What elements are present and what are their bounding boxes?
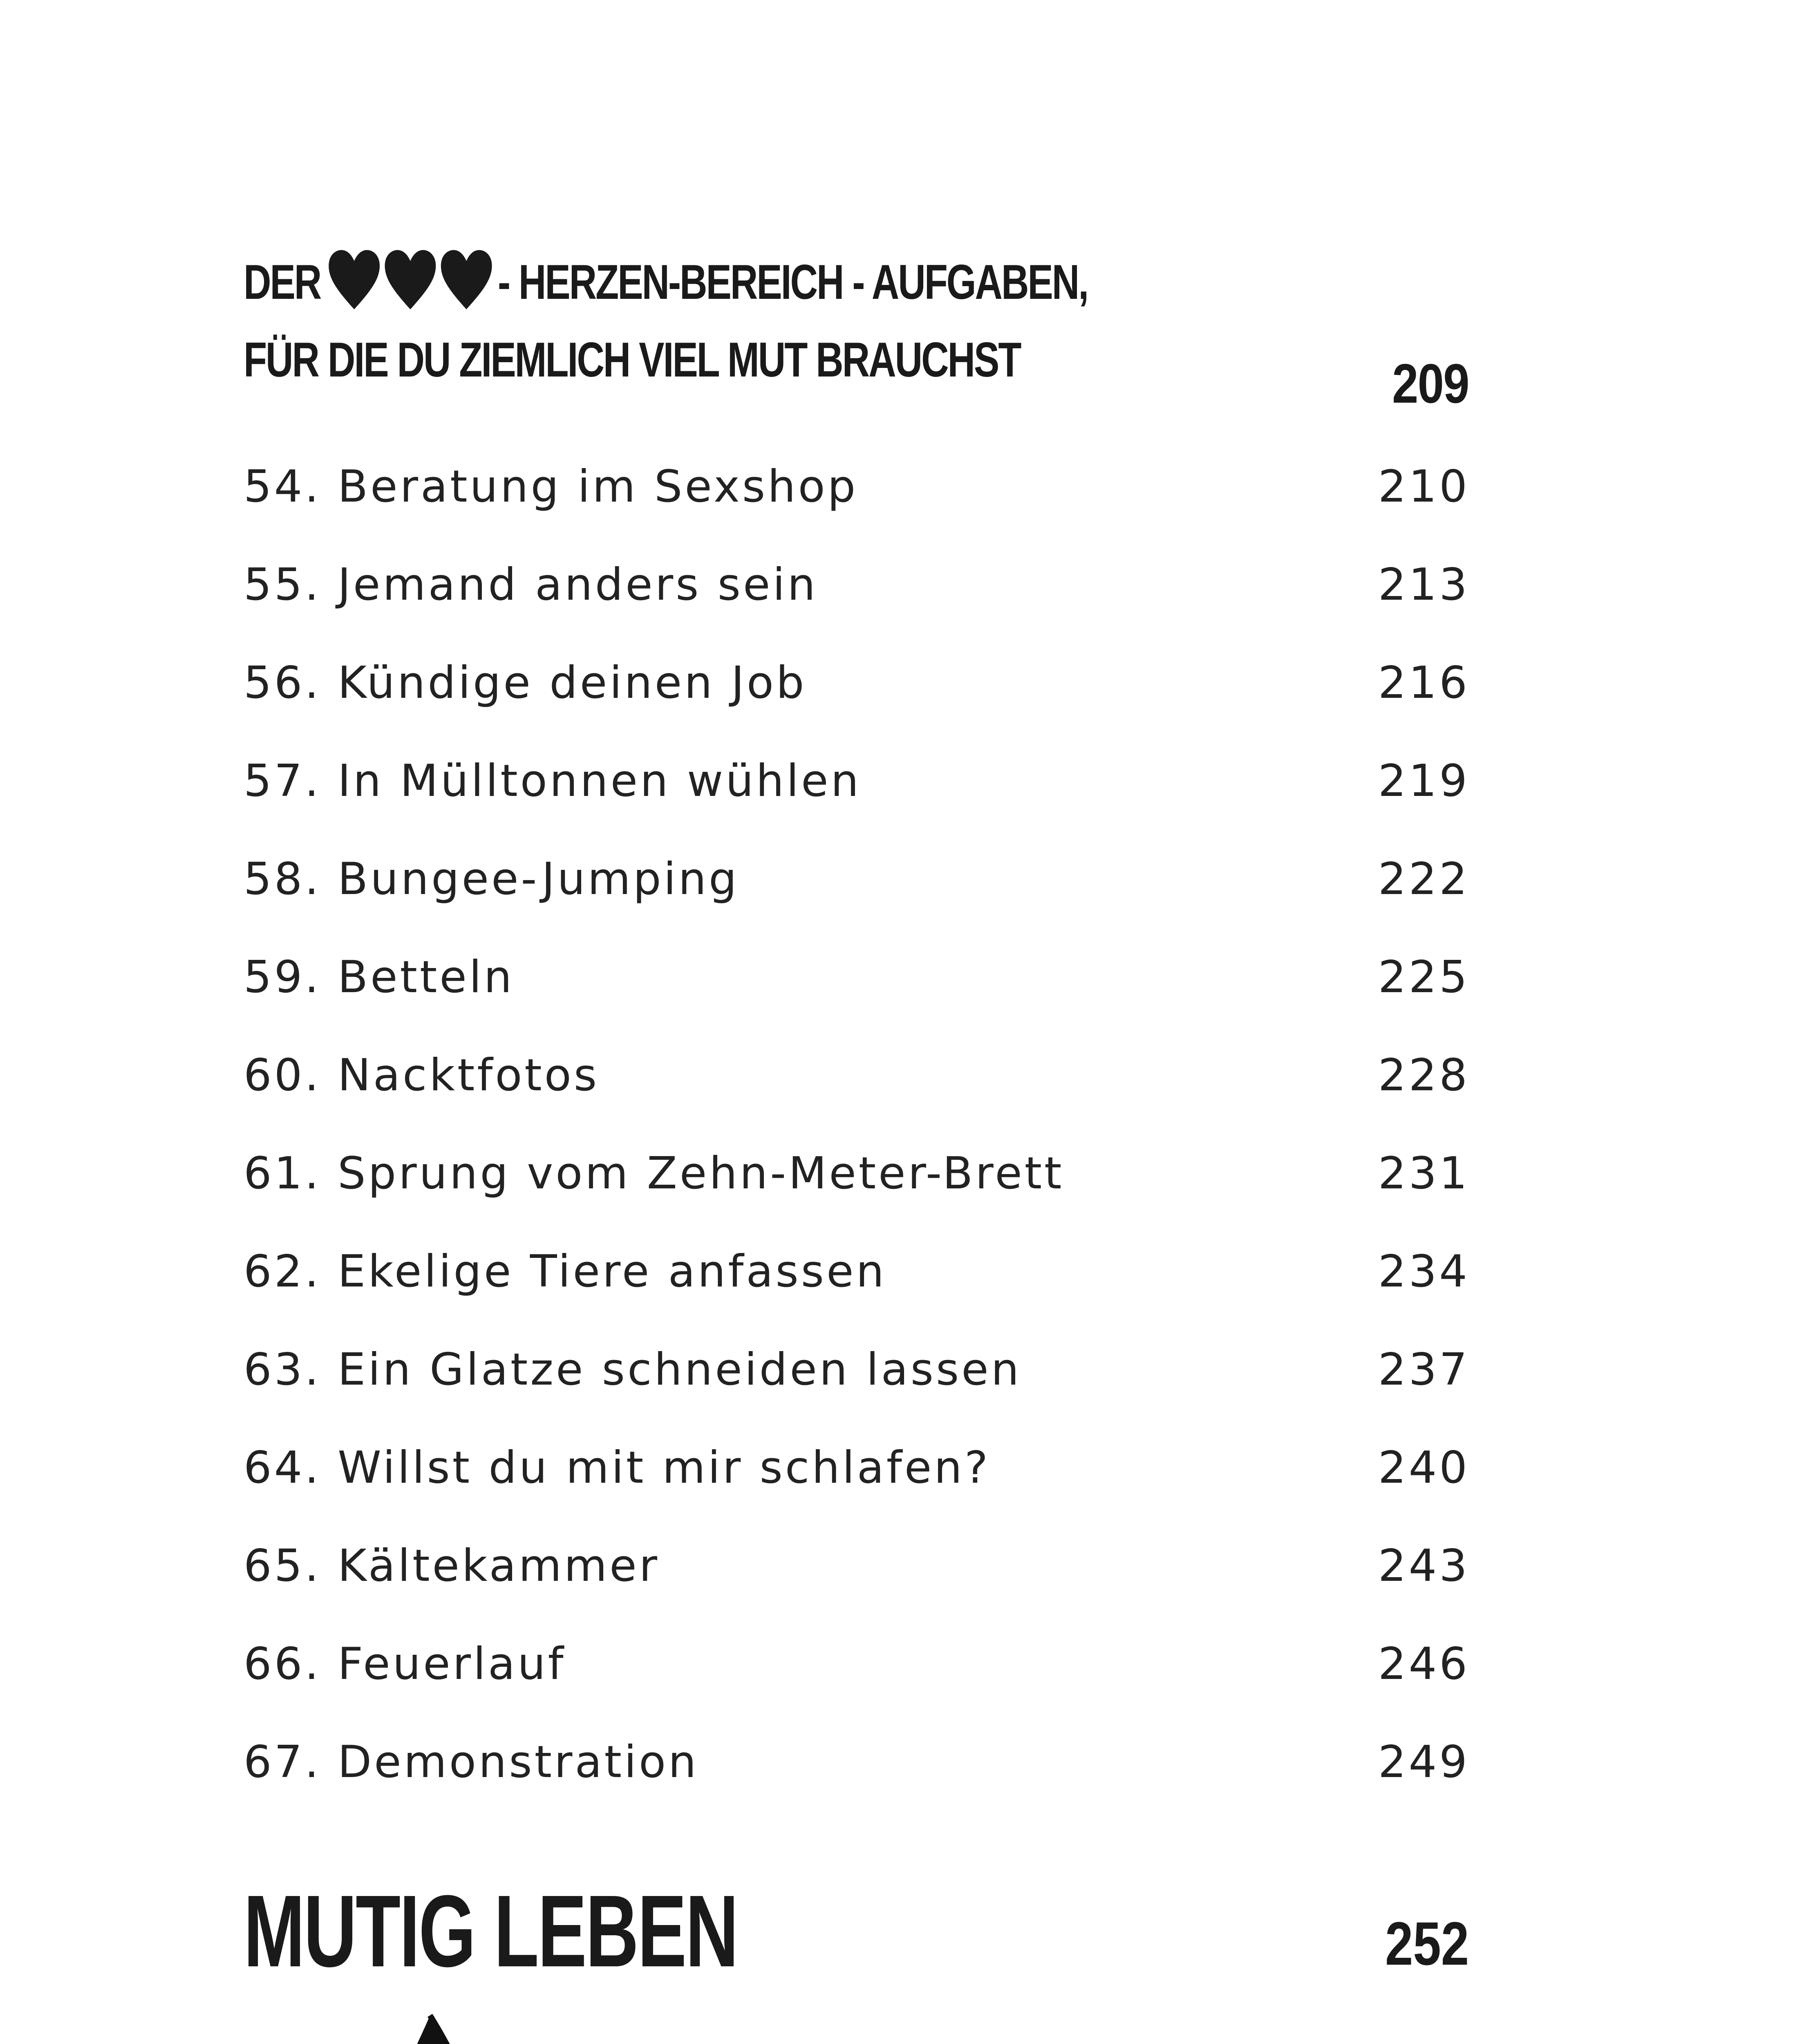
heart-icon [384,249,437,311]
toc-entry-title: 59. Betteln [244,952,515,1003]
section-heading-page: 209 [1392,352,1469,415]
toc-entry-page: 240 [1378,1442,1470,1493]
toc-entry[interactable] [244,559,1470,657]
toc-entry-title: 64. Willst du mit mir schlafen? [244,1442,991,1493]
toc-entry[interactable] [244,1344,1470,1442]
toc-entry-page: 234 [1378,1246,1470,1297]
toc-entry-title: 62. Ekelige Tiere anfassen [244,1246,886,1297]
toc-entry[interactable] [244,461,1470,559]
toc-entry-title: 58. Bungee-Jumping [244,854,739,905]
toc-entry-title: 67. Demonstration [244,1737,699,1788]
toc-entry[interactable] [244,1540,1470,1638]
toc-entry[interactable] [244,1638,1470,1737]
toc-entry[interactable] [244,1737,1470,1835]
toc-entry-title: 63. Ein Glatze schneiden lassen [244,1344,1022,1395]
toc-entry-title: 55. Jemand anders sein [244,559,818,610]
closing-chapter-title[interactable]: MUTIG LEBEN [244,1874,738,1988]
toc-entry-title: 57. In Mülltonnen wühlen [244,755,862,807]
toc-entry[interactable] [244,1442,1470,1540]
toc-entry-title: 66. Feuerlauf [244,1638,566,1690]
toc-entry-page: 246 [1378,1638,1470,1690]
toc-entry[interactable] [244,657,1470,755]
hand-drawn-arrow-up-icon [323,2011,535,2044]
toc-entry[interactable] [244,1050,1470,1148]
toc-entry-page: 216 [1378,657,1470,708]
toc-entry-title: 61. Sprung vom Zehn-Meter-Brett [244,1148,1064,1199]
toc-entry-page: 243 [1378,1540,1470,1591]
section-heading [244,249,1200,392]
toc-entry[interactable] [244,952,1470,1050]
toc-entry-title: 56. Kündige deinen Job [244,657,807,708]
toc-entry-page: 219 [1378,755,1470,807]
toc-entry[interactable] [244,1148,1470,1246]
toc-entry-page: 213 [1378,559,1470,610]
closing-chapter-page: 252 [1385,1909,1469,1978]
heart-icon [440,249,493,311]
section-heading-line1 [244,249,1200,315]
toc-entry-page: 222 [1378,854,1470,905]
heart-icon [327,249,381,311]
toc-list [244,461,1470,1835]
toc-entry-page: 210 [1378,461,1470,512]
toc-entry-title: 60. Nacktfotos [244,1050,600,1101]
toc-entry-title: 65. Kältekammer [244,1540,660,1591]
section-heading-prefix: DER [244,255,321,309]
hearts-group [327,249,493,311]
toc-entry-page: 249 [1378,1737,1470,1788]
toc-entry-page: 228 [1378,1050,1470,1101]
section-heading-suffix: - HERZEN-BEREICH - AUFGABEN, [497,255,1088,309]
toc-entry-page: 237 [1378,1344,1470,1395]
toc-entry-title: 54. Beratung im Sexshop [244,461,858,512]
toc-entry[interactable] [244,854,1470,952]
section-heading-line2: FÜR DIE DU ZIEMLICH VIEL MUT BRAUCHST [244,332,1021,387]
toc-entry-page: 225 [1378,952,1470,1003]
toc-entry[interactable] [244,755,1470,854]
toc-entry[interactable] [244,1246,1470,1344]
toc-entry-page: 231 [1378,1148,1470,1199]
